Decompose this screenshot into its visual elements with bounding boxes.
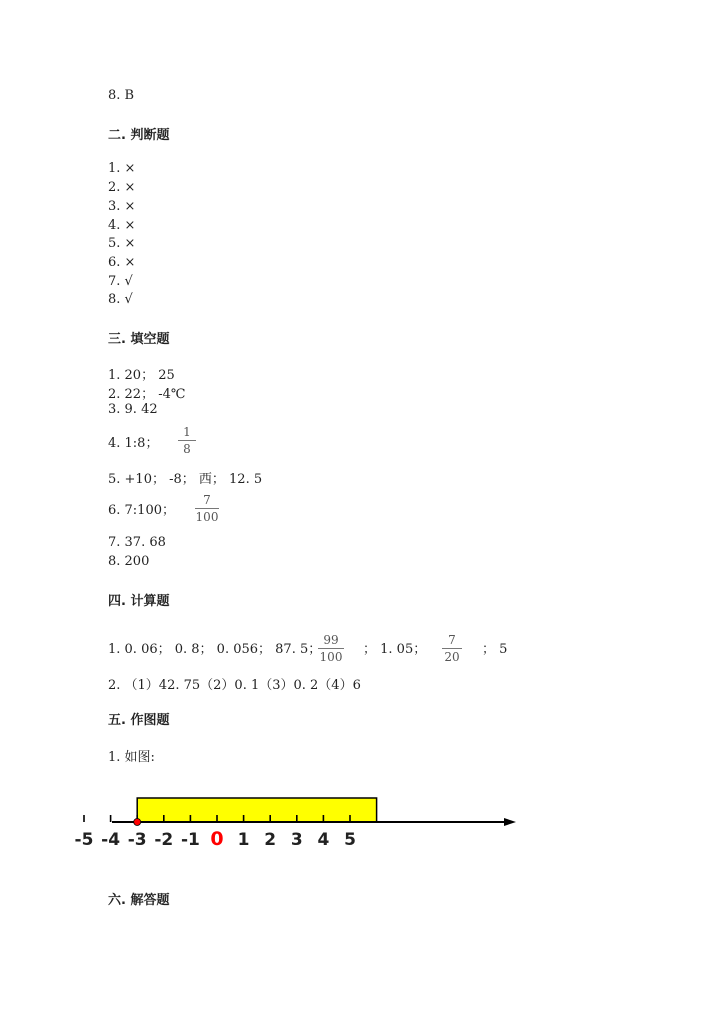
- number-line-label: -2: [154, 830, 174, 850]
- fill-item-7: 7. 37. 68: [108, 535, 166, 550]
- judgment-item: 7. √: [108, 274, 133, 289]
- number-line-highlight: [137, 798, 376, 822]
- judgment-item: 8. √: [108, 292, 133, 307]
- number-line-label: 0: [210, 828, 224, 850]
- section-title-fill: 三. 填空题: [108, 332, 170, 347]
- number-line-start-point: [134, 819, 141, 826]
- judgment-item: 3. ×: [108, 199, 136, 214]
- section-title-drawing: 五. 作图题: [108, 713, 170, 728]
- fill-item-2: 2. 22； -4℃: [108, 387, 186, 402]
- calc-item-2: 2. （1）42. 75（2）0. 1（3）0. 2（4）6: [108, 678, 361, 693]
- section-title-judgment: 二. 判断题: [108, 128, 170, 143]
- fill-item-3: 3. 9. 42: [108, 402, 158, 417]
- calc-item-1-prefix: 1. 0. 06； 0. 8； 0. 056； 87. 5；: [108, 642, 322, 657]
- judgment-item: 6. ×: [108, 255, 136, 270]
- judgment-item: 4. ×: [108, 218, 136, 233]
- judgment-item: 5. ×: [108, 236, 136, 251]
- fraction-1-8: 1 8: [178, 425, 196, 456]
- number-line-label: 1: [237, 830, 250, 850]
- number-line-arrow: [504, 818, 516, 826]
- calc-item-1-suffix: ； 5: [482, 642, 508, 657]
- fraction-7-20: 7 20: [442, 633, 462, 664]
- number-line-label: -3: [127, 830, 147, 850]
- fill-item-6: 6. 7:100；: [108, 503, 175, 518]
- fraction-7-100: 7 100: [195, 493, 219, 524]
- section-title-solve: 六. 解答题: [108, 893, 170, 908]
- answer-8-b: 8. B: [108, 88, 135, 103]
- number-line-label: -5: [74, 830, 94, 850]
- fraction-99-100: 99 100: [319, 633, 343, 664]
- number-line-label: -1: [180, 830, 200, 850]
- number-line-label: 3: [290, 830, 303, 850]
- section-title-calc: 四. 计算题: [108, 594, 170, 609]
- number-line-label: 4: [317, 830, 330, 850]
- judgment-item: 1. ×: [108, 161, 136, 176]
- fill-item-8: 8. 200: [108, 554, 150, 569]
- fill-item-5: 5. +10； -8； 西； 12. 5: [108, 472, 263, 487]
- calc-item-1-middle: ； 1. 05；: [363, 642, 427, 657]
- number-line-label: -4: [101, 830, 121, 850]
- judgment-item: 2. ×: [108, 180, 136, 195]
- fill-item-1: 1. 20； 25: [108, 368, 175, 383]
- drawing-item-1: 1. 如图:: [108, 750, 155, 765]
- number-line-label: 5: [344, 830, 356, 850]
- fill-item-4: 4. 1:8；: [108, 436, 159, 451]
- number-line-label: 2: [264, 830, 277, 850]
